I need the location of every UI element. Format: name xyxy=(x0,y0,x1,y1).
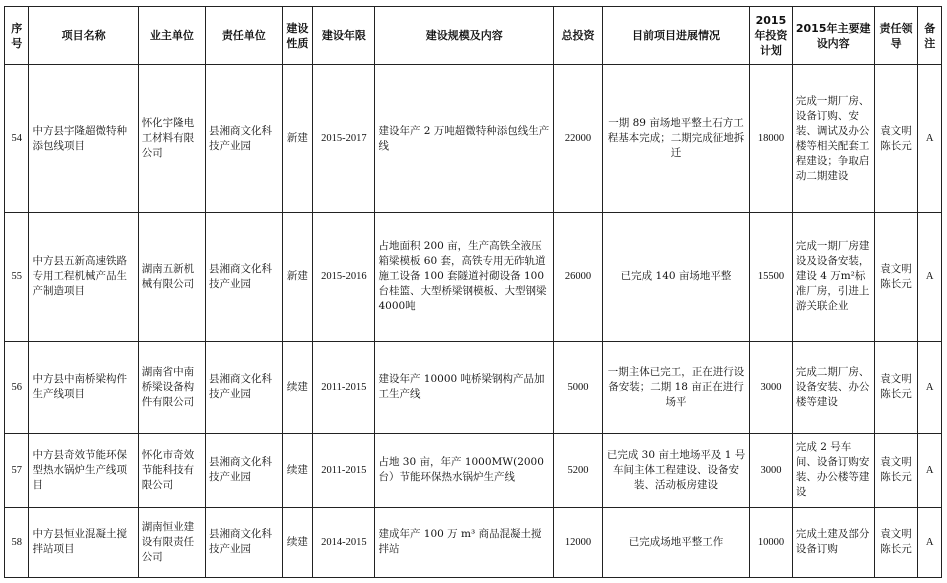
table-row xyxy=(5,341,942,433)
cell-responsible: 县湘商文化科技产业园 xyxy=(206,433,283,507)
cell-owner: 湖南省中南桥梁设备构件有限公司 xyxy=(138,341,205,433)
cell-plan2015: 15500 xyxy=(750,213,793,341)
header-period: 建设年限 xyxy=(313,7,375,65)
cell-scale: 建设年产 10000 吨桥梁钢构产品加工生产线 xyxy=(375,341,554,433)
table-row xyxy=(5,65,942,213)
cell-responsible: 县湘商文化科技产业园 xyxy=(206,213,283,341)
cell-responsible: 县湘商文化科技产业园 xyxy=(206,507,283,577)
table-row xyxy=(5,507,942,577)
cell-owner: 湖南恒业建设有限责任公司 xyxy=(138,507,205,577)
cell-invest: 22000 xyxy=(554,65,603,213)
cell-nature: 续建 xyxy=(282,341,313,433)
cell-scale: 建设年产 2 万吨超微特种添包线生产线 xyxy=(375,65,554,213)
header-scale: 建设规模及内容 xyxy=(375,7,554,65)
cell-leader: 袁文明陈长元 xyxy=(874,341,918,433)
header-seq: 序号 xyxy=(5,7,29,65)
cell-seq: 54 xyxy=(5,65,29,213)
cell-plan2015: 18000 xyxy=(750,65,793,213)
cell-remark: A xyxy=(918,507,942,577)
cell-content2015: 完成 2 号车间、设备订购安装、办公楼等建设 xyxy=(792,433,874,507)
cell-progress: 已完成 140 亩场地平整 xyxy=(603,213,750,341)
cell-responsible: 县湘商文化科技产业园 xyxy=(206,65,283,213)
cell-period: 2015-2016 xyxy=(313,213,375,341)
table-row xyxy=(5,433,942,507)
cell-plan2015: 3000 xyxy=(750,433,793,507)
cell-content2015: 完成一期厂房、设备订购、安装、调试及办公楼等相关配套工程建设；争取启动二期建设 xyxy=(792,65,874,213)
header-invest: 总投资 xyxy=(554,7,603,65)
cell-content2015: 完成一期厂房建设及设备安装，建设 4 万m²标准厂房，引进上游关联企业 xyxy=(792,213,874,341)
cell-responsible: 县湘商文化科技产业园 xyxy=(206,341,283,433)
cell-nature: 续建 xyxy=(282,507,313,577)
cell-remark: A xyxy=(918,341,942,433)
cell-owner: 怀化宇隆电工材料有限公司 xyxy=(138,65,205,213)
cell-leader: 袁文明陈长元 xyxy=(874,507,918,577)
cell-seq: 56 xyxy=(5,341,29,433)
cell-period: 2011-2015 xyxy=(313,341,375,433)
cell-plan2015: 10000 xyxy=(750,507,793,577)
header-content2015: 2015年主要建设内容 xyxy=(792,7,874,65)
header-leader: 责任领导 xyxy=(874,7,918,65)
table-row xyxy=(5,213,942,341)
cell-period: 2014-2015 xyxy=(313,507,375,577)
cell-invest: 5200 xyxy=(554,433,603,507)
cell-invest: 26000 xyxy=(554,213,603,341)
header-progress: 目前项目进展情况 xyxy=(603,7,750,65)
cell-leader: 袁文明陈长元 xyxy=(874,65,918,213)
cell-period: 2015-2017 xyxy=(313,65,375,213)
cell-plan2015: 3000 xyxy=(750,341,793,433)
header-plan2015: 2015年投资计划 xyxy=(750,7,793,65)
cell-progress: 已完成 30 亩土地场平及 1 号车间主体工程建设、设备安装、活动板房建设 xyxy=(603,433,750,507)
cell-remark: A xyxy=(918,213,942,341)
header-row xyxy=(5,7,942,65)
cell-leader: 袁文明陈长元 xyxy=(874,433,918,507)
cell-scale: 建成年产 100 万 m³ 商品混凝土搅拌站 xyxy=(375,507,554,577)
cell-scale: 占地 30 亩，年产 1000MW(2000台）节能环保热水锅炉生产线 xyxy=(375,433,554,507)
cell-owner: 怀化市奇效节能科技有限公司 xyxy=(138,433,205,507)
cell-remark: A xyxy=(918,65,942,213)
header-responsible: 责任单位 xyxy=(206,7,283,65)
cell-nature: 新建 xyxy=(282,65,313,213)
header-nature: 建设性质 xyxy=(282,7,313,65)
header-name: 项目名称 xyxy=(29,7,138,65)
cell-nature: 新建 xyxy=(282,213,313,341)
cell-nature: 续建 xyxy=(282,433,313,507)
cell-invest: 5000 xyxy=(554,341,603,433)
cell-seq: 57 xyxy=(5,433,29,507)
header-remark: 备注 xyxy=(918,7,942,65)
cell-period: 2011-2015 xyxy=(313,433,375,507)
cell-name: 中方县奇效节能环保型热水锅炉生产线项目 xyxy=(29,433,138,507)
cell-name: 中方县中南桥梁构件生产线项目 xyxy=(29,341,138,433)
cell-progress: 一期 89 亩场地平整土石方工程基本完成；二期完成征地拆迁 xyxy=(603,65,750,213)
cell-scale: 占地面积 200 亩，生产高铁全液压箱梁模板 60 套，高铁专用无砟轨道施工设备 100 套隧道衬砌设备 100 台桂篮、大型桥梁钢模板、大型钢梁4000吨 xyxy=(375,213,554,341)
cell-progress: 一期主体已完工，正在进行设备安装；二期 18 亩正在进行场平 xyxy=(603,341,750,433)
cell-leader: 袁文明陈长元 xyxy=(874,213,918,341)
cell-content2015: 完成土建及部分设备订购 xyxy=(792,507,874,577)
cell-progress: 已完成场地平整工作 xyxy=(603,507,750,577)
project-table xyxy=(4,6,942,578)
cell-remark: A xyxy=(918,433,942,507)
cell-name: 中方县宇隆超微特种添包线项目 xyxy=(29,65,138,213)
cell-content2015: 完成二期厂房、设备安装、办公楼等建设 xyxy=(792,341,874,433)
cell-name: 中方县五新高速铁路专用工程机械产品生产制造项目 xyxy=(29,213,138,341)
cell-invest: 12000 xyxy=(554,507,603,577)
cell-owner: 湖南五新机械有限公司 xyxy=(138,213,205,341)
cell-name: 中方县恒业混凝土搅拌站项目 xyxy=(29,507,138,577)
cell-seq: 55 xyxy=(5,213,29,341)
header-owner: 业主单位 xyxy=(138,7,205,65)
cell-seq: 58 xyxy=(5,507,29,577)
